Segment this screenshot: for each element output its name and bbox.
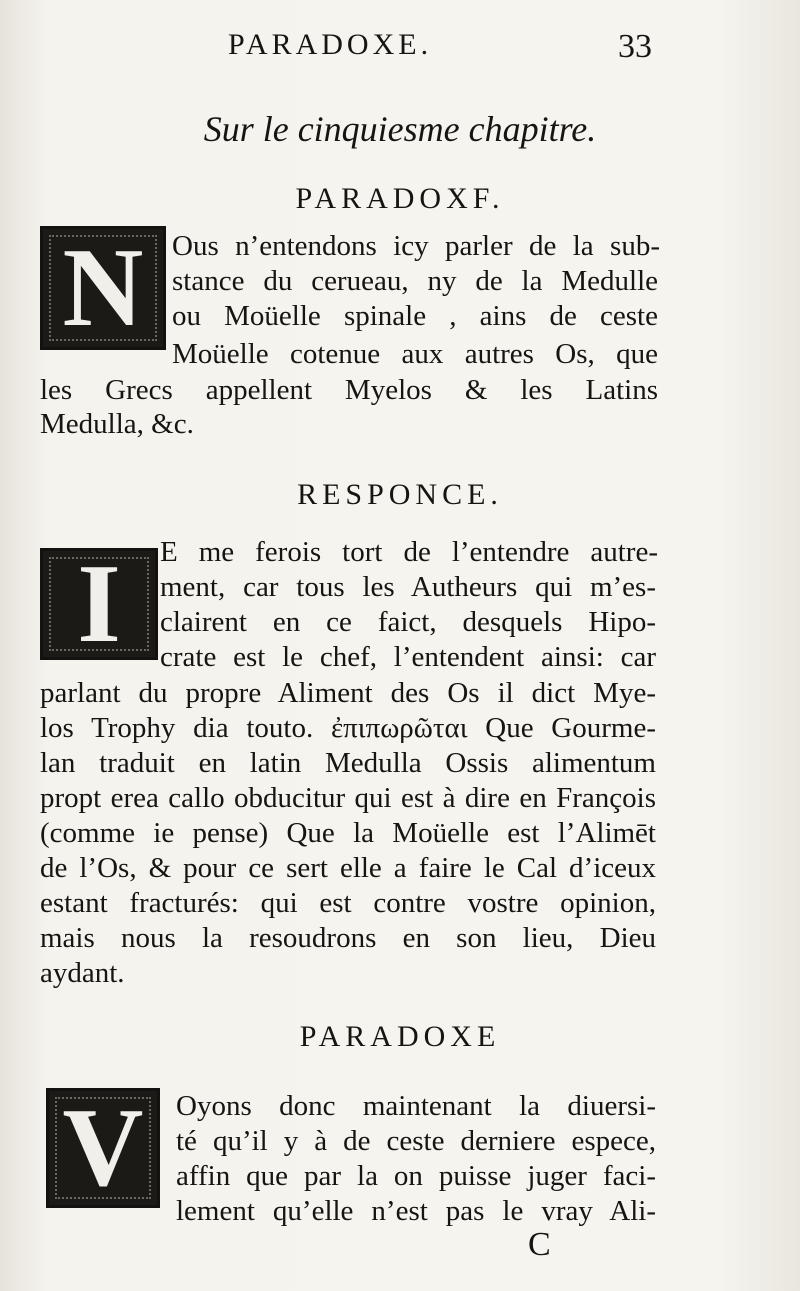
drop-cap-letter: N xyxy=(62,226,144,350)
running-head xyxy=(0,28,800,78)
text-line: parlant du propre Aliment des Os il dict Mye- xyxy=(40,677,656,709)
text-line: ou Moüelle spinale , ains de ceste xyxy=(172,300,658,332)
text-line: affin que par la on puisse juger faci- xyxy=(176,1160,656,1192)
text-line: les Grecs appellent Myelos & les Latins xyxy=(40,374,658,406)
text-line: Medulla, &c. xyxy=(40,408,194,440)
drop-cap-ornament xyxy=(40,542,158,666)
text-line: Oyons donc maintenant la diuersi- xyxy=(176,1090,656,1122)
text-line: estant fracturés: qui est contre vostre opinion, xyxy=(40,887,656,919)
text-line: E me ferois tort de l’entendre autre- xyxy=(160,536,658,568)
text-line: Moüelle cotenue aux autres Os, que xyxy=(172,338,658,370)
drop-cap-ornament xyxy=(46,1088,160,1208)
text-line: lan traduit en latin Medulla Ossis alimentum xyxy=(40,747,656,779)
text-line: crate est le chef, l’entendent ainsi: car xyxy=(160,641,656,673)
text-line: Ous n’entendons icy parler de la sub- xyxy=(172,230,660,262)
section-heading-paradoxe-2: PARADOXE xyxy=(299,1020,501,1053)
running-head-title: PARADOXE. xyxy=(228,28,433,61)
text-line: ment, car tous les Autheurs qui m’es- xyxy=(160,571,656,603)
text-line: aydant. xyxy=(40,957,125,989)
drop-cap-ornament xyxy=(40,226,166,350)
text-line: clairent en ce faict, desquels Hipo- xyxy=(160,606,656,638)
page-number: 33 xyxy=(618,28,652,65)
signature-mark: C xyxy=(528,1226,551,1263)
text-line: lement qu’elle n’est pas le vray Ali- xyxy=(176,1195,656,1227)
text-line: propt erea callo obducitur qui est à dire en François xyxy=(40,782,656,814)
text-line: té qu’il y à de ceste derniere espece, xyxy=(176,1125,656,1157)
chapter-title: Sur le cinquiesme chapitre. xyxy=(203,109,597,149)
text-line: de l’Os, & pour ce sert elle a faire le Cal d’iceux xyxy=(40,852,656,884)
section-heading-responce: RESPONCE. xyxy=(297,478,503,511)
text-line: stance du cerueau, ny de la Medulle xyxy=(172,265,658,297)
drop-cap-letter: V xyxy=(62,1086,144,1210)
text-line: los Trophy dia touto. ἐπιπωρῶται Que Gourme- xyxy=(40,712,656,744)
section-heading-paradoxe-1: PARADOXF. xyxy=(295,182,505,215)
drop-cap-letter: I xyxy=(77,542,121,666)
text-line: mais nous la resoudrons en son lieu, Dieu xyxy=(40,922,656,954)
text-line: (comme ie pense) Que la Moüelle est l’Alimēt xyxy=(40,817,656,849)
